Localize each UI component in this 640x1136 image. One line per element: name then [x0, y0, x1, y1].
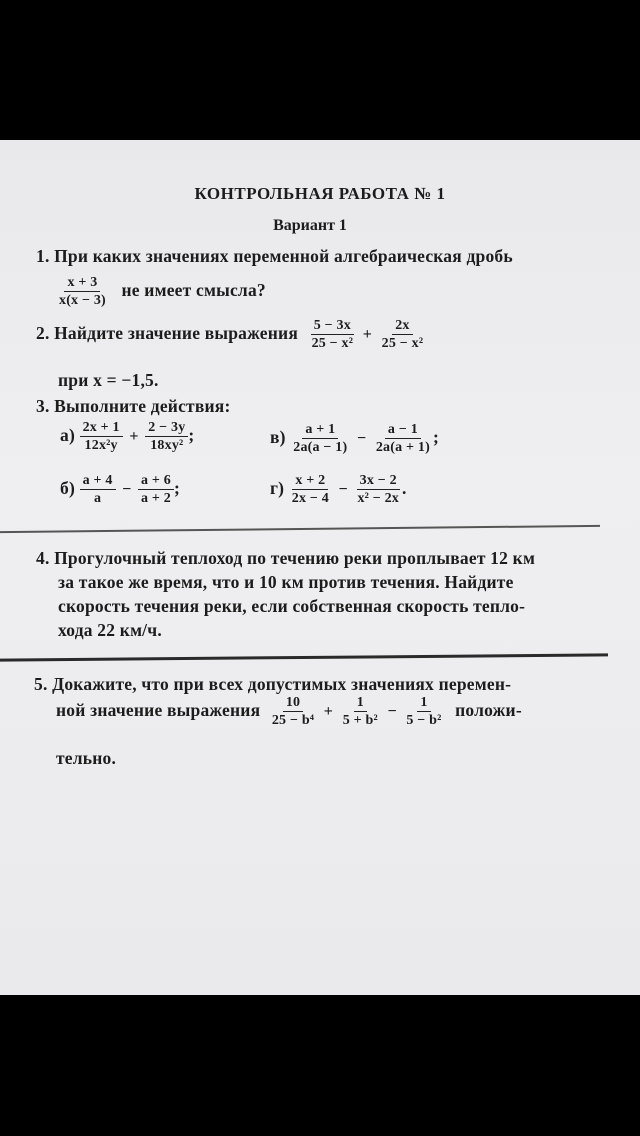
worksheet-page [0, 140, 640, 995]
task-5-text: ной значение выражения [56, 699, 261, 720]
task-3-part-g [270, 473, 407, 507]
fraction-denominator: 18xy² [150, 438, 184, 454]
fraction-denominator: 2a(a + 1) [375, 440, 430, 456]
task-2-line-2: при x = −1,5. [58, 370, 159, 390]
fraction-denominator: 25 − x² [311, 336, 354, 352]
fraction-denominator: 25 − b⁴ [271, 713, 315, 729]
part-a-fraction-1 [80, 420, 123, 454]
part-a-fraction-2 [145, 420, 188, 454]
task-3-text: Выполните действия: [54, 396, 231, 416]
fraction-numerator: 2x [392, 318, 412, 335]
task-5-number: 5. [34, 674, 48, 694]
punctuation: ; [188, 424, 195, 445]
task-1-text: При каких значениях переменной алгебраическая дробь [54, 246, 513, 266]
part-label: г) [270, 477, 285, 498]
task-5-text: Докажите, что при всех допустимых значениях перемен- [52, 674, 512, 694]
task-2-fraction-2 [379, 318, 427, 352]
operator-sign: + [323, 702, 334, 720]
fraction-numerator: 10 [283, 695, 303, 712]
punctuation: ; [174, 477, 181, 498]
task-5-fraction-2 [340, 695, 381, 729]
page-title: КОНТРОЛЬНАЯ РАБОТА № 1 [194, 184, 446, 203]
fraction-numerator: 2 − 3y [145, 420, 188, 437]
fraction-denominator: x² − 2x [357, 491, 400, 507]
task-4-line-4: хода 22 км/ч. [58, 620, 162, 640]
fraction-numerator: x + 3 [64, 275, 100, 292]
fraction-numerator: a + 6 [138, 473, 174, 490]
task-4-text: Прогулочный теплоход по течению реки проплывает 12 км [54, 548, 536, 568]
part-label: а) [60, 424, 75, 445]
separator-line [0, 653, 608, 661]
fraction-denominator: 2x − 4 [291, 491, 329, 507]
part-label: в) [270, 426, 286, 447]
fraction-denominator: 2a(a − 1) [293, 440, 348, 456]
task-5-fraction-1 [269, 695, 317, 729]
task-2-number: 2. [36, 322, 50, 343]
fraction-denominator: 5 − b² [406, 713, 442, 729]
task-3-part-b [60, 473, 180, 507]
fraction-numerator: 1 [354, 695, 367, 712]
punctuation: ; [432, 426, 439, 447]
task-3-part-a [60, 420, 194, 454]
part-g-fraction-2 [354, 473, 402, 507]
task-1-number: 1. [36, 246, 50, 266]
task-5-line-3: тельно. [56, 748, 117, 768]
plus-sign: + [362, 325, 373, 343]
task-1-tail: не имеет смысла? [121, 279, 266, 300]
fraction-numerator: x + 2 [292, 473, 328, 490]
operator-sign: − [387, 702, 397, 720]
part-v-fraction-2 [373, 422, 433, 456]
part-g-fraction-1 [289, 473, 332, 507]
task-4-line-2: за такое же время, что и 10 км против течения. Найдите [58, 572, 514, 592]
task-4-line-1 [36, 548, 535, 569]
part-b-fraction-2 [138, 473, 174, 507]
fraction-denominator: a + 2 [141, 491, 172, 507]
fraction-denominator: 25 − x² [381, 336, 424, 352]
fraction-denominator: 5 + b² [342, 713, 378, 729]
task-5-text: положи- [455, 699, 522, 720]
operator-sign: − [122, 480, 132, 498]
part-v-fraction-1 [290, 422, 350, 456]
fraction-numerator: a + 1 [302, 422, 338, 439]
separator-line [0, 525, 600, 533]
task-3-part-v [270, 422, 439, 456]
task-4-number: 4. [36, 548, 50, 568]
operator-sign: − [356, 429, 367, 447]
task-5-fraction-3 [403, 695, 444, 729]
task-2-fraction-1 [309, 318, 357, 352]
task-1-fraction [56, 275, 109, 309]
task-4-line-3: скорость течения реки, если собственная скорость тепло- [58, 596, 526, 616]
part-label: б) [60, 477, 75, 498]
task-5-line-2 [56, 695, 522, 729]
fraction-numerator: a − 1 [385, 422, 421, 439]
task-5-line-1 [34, 674, 511, 695]
variant-label: Вариант 1 [273, 217, 347, 234]
fraction-denominator: 12x²y [84, 438, 118, 454]
fraction-denominator: x(x − 3) [59, 293, 106, 309]
fraction-numerator: 2x + 1 [80, 420, 123, 437]
task-3-number: 3. [36, 396, 50, 416]
operator-sign: − [338, 480, 348, 498]
task-3-line-1 [36, 396, 230, 417]
operator-sign: + [129, 427, 139, 445]
task-1-line-1 [36, 246, 513, 267]
punctuation: . [402, 477, 407, 498]
fraction-denominator: a [93, 491, 102, 507]
task-2-line-1 [36, 318, 426, 352]
part-b-fraction-1 [80, 473, 116, 507]
task-2-text: Найдите значение выражения [54, 322, 298, 343]
fraction-numerator: 1 [417, 695, 430, 712]
fraction-numerator: 3x − 2 [357, 473, 400, 490]
fraction-numerator: 5 − 3x [311, 318, 354, 335]
fraction-numerator: a + 4 [80, 473, 116, 490]
task-1-line-2 [56, 275, 266, 309]
